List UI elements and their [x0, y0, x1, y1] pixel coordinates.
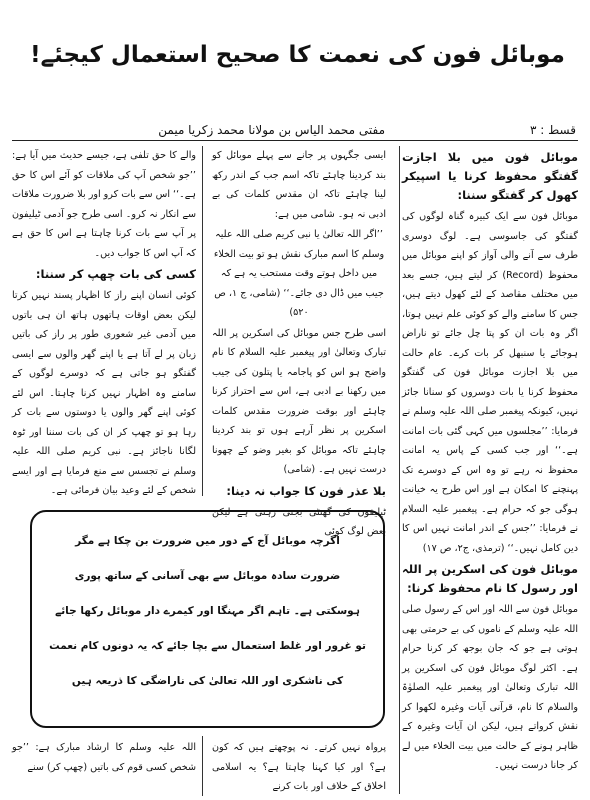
column-divider — [202, 146, 203, 496]
article-paragraph: اسی طرح جس موبائل کی اسکرین پر اللہ تبارک وتعالیٰ اور پیغمبر علیہ السلام کا نام واضح ہو اس کو پاجامہ یا پتلون کی جیب میں رکھنا بے ادبی ہے، اس سے احتراز کرنا چاہئے اور بوقت ضرورت مقدس کلمات اسکرین پر نظر آرہے ہوں تو بند کردینا چاہئے تاکہ موبائل کو بغیر وضو کے چھونا درست نہیں ہے۔ (شامی) — [212, 327, 386, 475]
byline-divider — [12, 140, 578, 141]
article-paragraph: والے کا حق تلفی ہے، جیسے حدیث میں آیا ہے: ’’جو شخص آپ کی ملاقات کو آئے اس کا حق ہے۔‘‘ اس سے بات کرو اور بلا ضرورت ملاقات سے انکار نہ کرو۔ اسی طرح جو آدمی ٹیلیفون پر آپ سے بات کرنا چاہتا ہے اس کا حق ہے کہ آپ اس کا جواب دیں۔ — [12, 150, 196, 259]
pull-quote-line: ہوسکتی ہے۔ تاہم اگر مہنگا اور کیمرے دار موبائل رکھا جائے — [55, 605, 360, 617]
article-paragraph: ایسی جگہوں پر جانے سے پہلے موبائل کو بند کردینا چاہئے تاکہ اسم جب کے اندر رکھ لینا چاہئے تاکہ ان مقدس کلمات کی بے ادبی نہ ہو۔ شامی میں ہے: — [212, 150, 386, 220]
article-paragraph: ’’اگر اللہ تعالیٰ یا نبی کریم صلی اللہ علیہ وسلم کا اسم مبارک نقش ہو تو بیت الخلاء میں داخل ہوتے وقت مستحب یہ ہے کہ جیب میں ڈال دی جائے۔‘‘ (شامی، ج ۱، ص ۵۲۰) — [213, 229, 385, 318]
article-column-middle — [212, 146, 386, 537]
section-heading: موبائل فون میں بلا اجازت گفتگو محفوظ کرنا یا اسپیکر کھول کر گفتگو سننا: — [402, 150, 578, 202]
section-heading: کسی کی بات چھپ کر سننا: — [35, 267, 196, 281]
article-column-right — [402, 146, 578, 792]
pull-quote-box — [30, 510, 385, 728]
article-paragraph: موبائل فون سے اللہ اور اس کے رسول صلی اللہ علیہ وسلم کے ناموں کی بے حرمتی بھی ہوتی ہے جو کہ جان بوجھ کر کرنا حرام ہے۔ اکثر لوگ موبائل فون کی اسکرین پر اللہ تبارک وتعالیٰ اور پیغمبر علیہ الصلوٰۃ والسلام کا نام، قرآنی آیات وغیرہ لکھوا کر نقش کرواتے ہیں، لیکن ان آیات وغیرہ کے ظاہر ہونے کے حالت میں بیت الخلاء میں لے کر جانا درست نہیں۔ — [402, 604, 578, 771]
article-paragraph: اللہ علیہ وسلم کا ارشاد مبارک ہے: ’’جو شخص کسی قوم کی باتیں (چھپ کر) سنے — [12, 742, 196, 773]
column-divider — [399, 146, 400, 794]
pull-quote-line: تو غرور اور غلط استعمال سے بچا جائے کہ یہ دونوں کام نعمت — [49, 640, 366, 652]
article-paragraph: موبائل فون سے ایک کبیرہ گناہ لوگوں کی گفتگو کی جاسوسی ہے۔ لوگ دوسری طرف سے آنے والی آواز کو اپنے موبائل میں محفوظ (Record) کر لیتے ہیں، جسے بعد میں مختلف مقاصد کے لئے کھول دیتے ہیں، جس کا سامنے والے کو کوئی علم نہیں ہوتا، اگر وہ بات ان کو پتا چل جائے تو ناراض ہوجائے یا سنبھل کر بات کرے۔ عام حالت میں بلا اجازت موبائل فون کی گفتگو محفوظ کرنا یا بات دوسروں کو سنانا جائز نہیں، کیونکہ پیغمبر صلی اللہ علیہ وسلم نے فرمایا: ’’مجلسوں میں کہی گئی بات امانت ہے۔‘‘ اور جب کسی کے پاس یہ امانت محفوظ نہ رہے تو وہ اس کے دوسرے تک پہنچنے کا امکان ہے اور اس طرح یہ خیانت ہوگی جو کہ حرام ہے۔ پیغمبر علیہ السلام نے فرمایا: ’’جس کے اندر امانت نہیں اس کا دین کامل نہیں۔‘‘ (ترمذی، ج۲، ص ۱۷) — [402, 211, 579, 554]
section-heading: بلا عذر فون کا جواب نہ دینا: — [226, 483, 386, 498]
article-column-left — [12, 146, 196, 496]
article-paragraph: پرواہ نہیں کرتے۔ نہ پوچھتے ہیں کہ کون ہے؟ اور کیا کہنا چاہتا ہے؟ یہ اسلامی اخلاق کے خلاف اور بات کرنے — [212, 742, 386, 792]
pull-quote-line: کی ناشکری اور اللہ تعالیٰ کی ناراضگی کا ذریعہ ہیں — [71, 675, 344, 687]
article-part-label: قسط : ۳ — [530, 123, 576, 137]
section-heading: موبائل فون کی اسکرین پر اللہ اور رسول کا نام محفوظ کرنا: — [402, 562, 578, 595]
article-column-bottom-left — [12, 738, 196, 796]
article-headline: موبائل فون کی نعمت کا صحیح استعمال کیجئے! — [30, 42, 565, 68]
article-author: مفتی محمد الیاس بن مولانا محمد زکریا میمن — [158, 123, 385, 137]
article-paragraph: کوئی انسان اپنے راز کا اظہار پسند نہیں کرتا لیکن بعض اوقات ہاتھوں ہاتھ ان ہی باتوں میں آدمی غیر شعوری طور پر راز کی باتیں زبان پر لے آتا ہے یا اپنے گھر والوں سے ایسی گفتگو ہو جاتی ہے کہ دوسرے لوگوں کے سامنے وہ اظہار نہیں کرنا چاہتا۔ اس لئے کوئی اپنے گھر والوں یا دوستوں سے بات کر رہا ہو تو چھپ کر ان کی بات سننا اور ٹوہ لگانا ناجائز ہے۔ نبی کریم صلی اللہ علیہ وسلم نے تجسس سے منع فرمایا ہے اور ایسے شخص کے لئے وعید بیان فرمائی ہے۔ — [12, 290, 196, 496]
pull-quote-line: ضرورت سادہ موبائل سے بھی آسانی کے ساتھ پوری — [74, 570, 341, 582]
pull-quote-line: اگرچہ موبائل آج کے دور میں ضرورت بن چکا ہے مگر — [75, 535, 340, 547]
article-paragraph: ٹیلیفون کی گھنٹی بجتی رہتی ہے لیکن بعض لوگ کوئی — [212, 506, 386, 537]
article-column-bottom-middle — [212, 738, 386, 796]
column-divider — [202, 736, 203, 796]
